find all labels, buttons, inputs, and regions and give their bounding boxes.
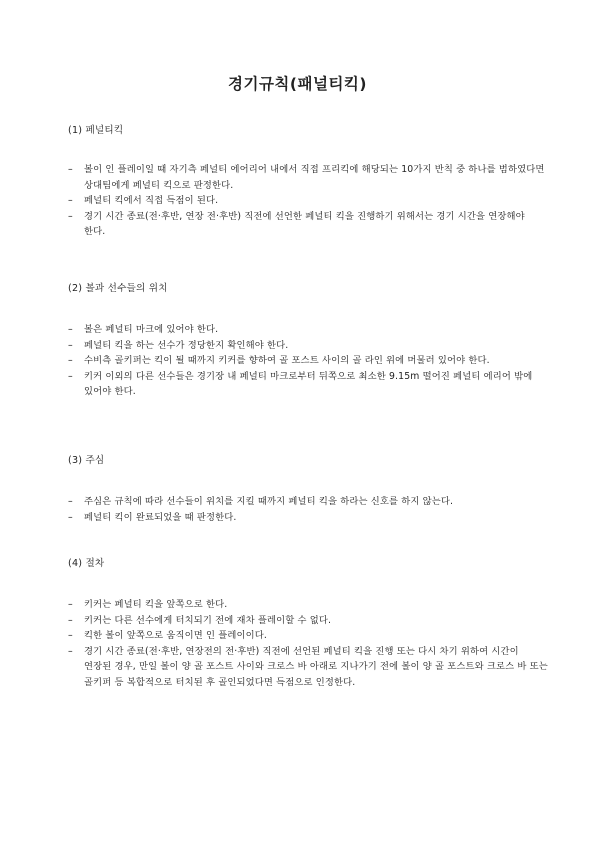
list-item bbox=[68, 353, 548, 369]
list-item bbox=[68, 193, 548, 209]
item-text: 키커는 페널티 킥을 앞쪽으로 한다. bbox=[84, 599, 228, 610]
item-list bbox=[68, 494, 548, 525]
bullet-dash: – bbox=[68, 496, 73, 507]
item-text: 수비측 골키퍼는 킥이 될 때까지 키커를 향하여 골 포스트 사이의 골 라인 위에 머물러 있어야 한다. bbox=[84, 355, 490, 367]
item-text: 킥한 볼이 앞쪽으로 움직이면 인 플레이이다. bbox=[84, 630, 267, 642]
list-item bbox=[68, 613, 548, 629]
bullet-dash: – bbox=[68, 511, 73, 523]
section-procedure bbox=[68, 557, 548, 691]
bullet-dash: – bbox=[68, 614, 73, 626]
item-list bbox=[68, 162, 548, 240]
bullet-dash: – bbox=[68, 630, 73, 642]
list-item bbox=[68, 510, 548, 526]
item-list bbox=[68, 322, 548, 400]
item-text: 볼이 인 플레이일 때 자기측 페널티 에어리어 내에서 직접 프리킥에 해당되는 10가지 반칙 중 하나를 범하였다면 상대팀에게 페널티 킥으로 판정한다. bbox=[84, 164, 545, 191]
item-text: 페널티 킥에서 직접 득점이 된다. bbox=[84, 195, 219, 207]
list-item bbox=[68, 209, 548, 240]
item-text: 키커는 다른 선수에게 터치되기 전에 재차 플레이할 수 없다. bbox=[84, 614, 332, 626]
list-item bbox=[68, 369, 548, 400]
item-text: 경기 시간 종료(전·후반, 연장전의 전·후반) 직전에 선언된 페널티 킥을 진행 또는 다시 차기 위하여 시간이 연장된 경우, 만일 볼이 양 골 포스트 사이와 크로스 바 아래로 지나가기 전에 볼이 양 골 포스트와 크로스 바 또는 골키퍼 등 복합적으로 터치된 후 골인되었다면 득점으로 인정한다. bbox=[84, 645, 548, 688]
item-list bbox=[68, 597, 548, 691]
section-penalty-kick bbox=[68, 124, 548, 240]
list-item bbox=[68, 162, 548, 193]
section-heading: (1) 페널티킥 bbox=[68, 125, 124, 136]
item-text: 경기 시간 종료(전·후반, 연장 전·후반) 직전에 선언한 페널티 킥을 진행하기 위해서는 경기 시간을 연장해야 한다. bbox=[84, 210, 525, 238]
bullet-dash: – bbox=[68, 210, 73, 222]
item-text: 볼은 페널티 마크에 있어야 한다. bbox=[84, 324, 219, 335]
item-text: 페널티 킥을 하는 선수가 정당한지 확인해야 한다. bbox=[84, 339, 289, 351]
list-item bbox=[68, 628, 548, 644]
bullet-dash: – bbox=[68, 195, 73, 207]
bullet-dash: – bbox=[68, 324, 73, 335]
bullet-dash: – bbox=[68, 645, 73, 657]
list-item bbox=[68, 644, 548, 691]
list-item bbox=[68, 597, 548, 613]
section-referee bbox=[68, 454, 548, 525]
bullet-dash: – bbox=[68, 370, 73, 382]
section-heading: (4) 절차 bbox=[68, 558, 105, 569]
section-ball-and-player-positions bbox=[68, 282, 548, 400]
list-item bbox=[68, 494, 548, 510]
bullet-dash: – bbox=[68, 339, 73, 351]
bullet-dash: – bbox=[68, 164, 73, 175]
section-heading: (3) 주심 bbox=[68, 455, 105, 466]
item-text: 주심은 규칙에 따라 선수들이 위치를 지킬 때까지 페널티 킥을 하라는 신호를 하지 않는다. bbox=[84, 496, 454, 507]
document-title: 경기규칙(패널티킥) bbox=[228, 75, 367, 93]
list-item bbox=[68, 338, 548, 354]
list-item bbox=[68, 322, 548, 338]
bullet-dash: – bbox=[68, 599, 73, 610]
bullet-dash: – bbox=[68, 355, 73, 367]
section-heading: (2) 볼과 선수들의 위치 bbox=[68, 283, 168, 294]
item-text: 페널티 킥이 완료되었을 때 판정한다. bbox=[84, 511, 237, 523]
item-text: 키커 이외의 다른 선수들은 경기장 내 페널티 마크로부터 뒤쪽으로 최소한 9.15m 떨어진 페널티 에리어 밖에 있어야 한다. bbox=[84, 370, 533, 398]
